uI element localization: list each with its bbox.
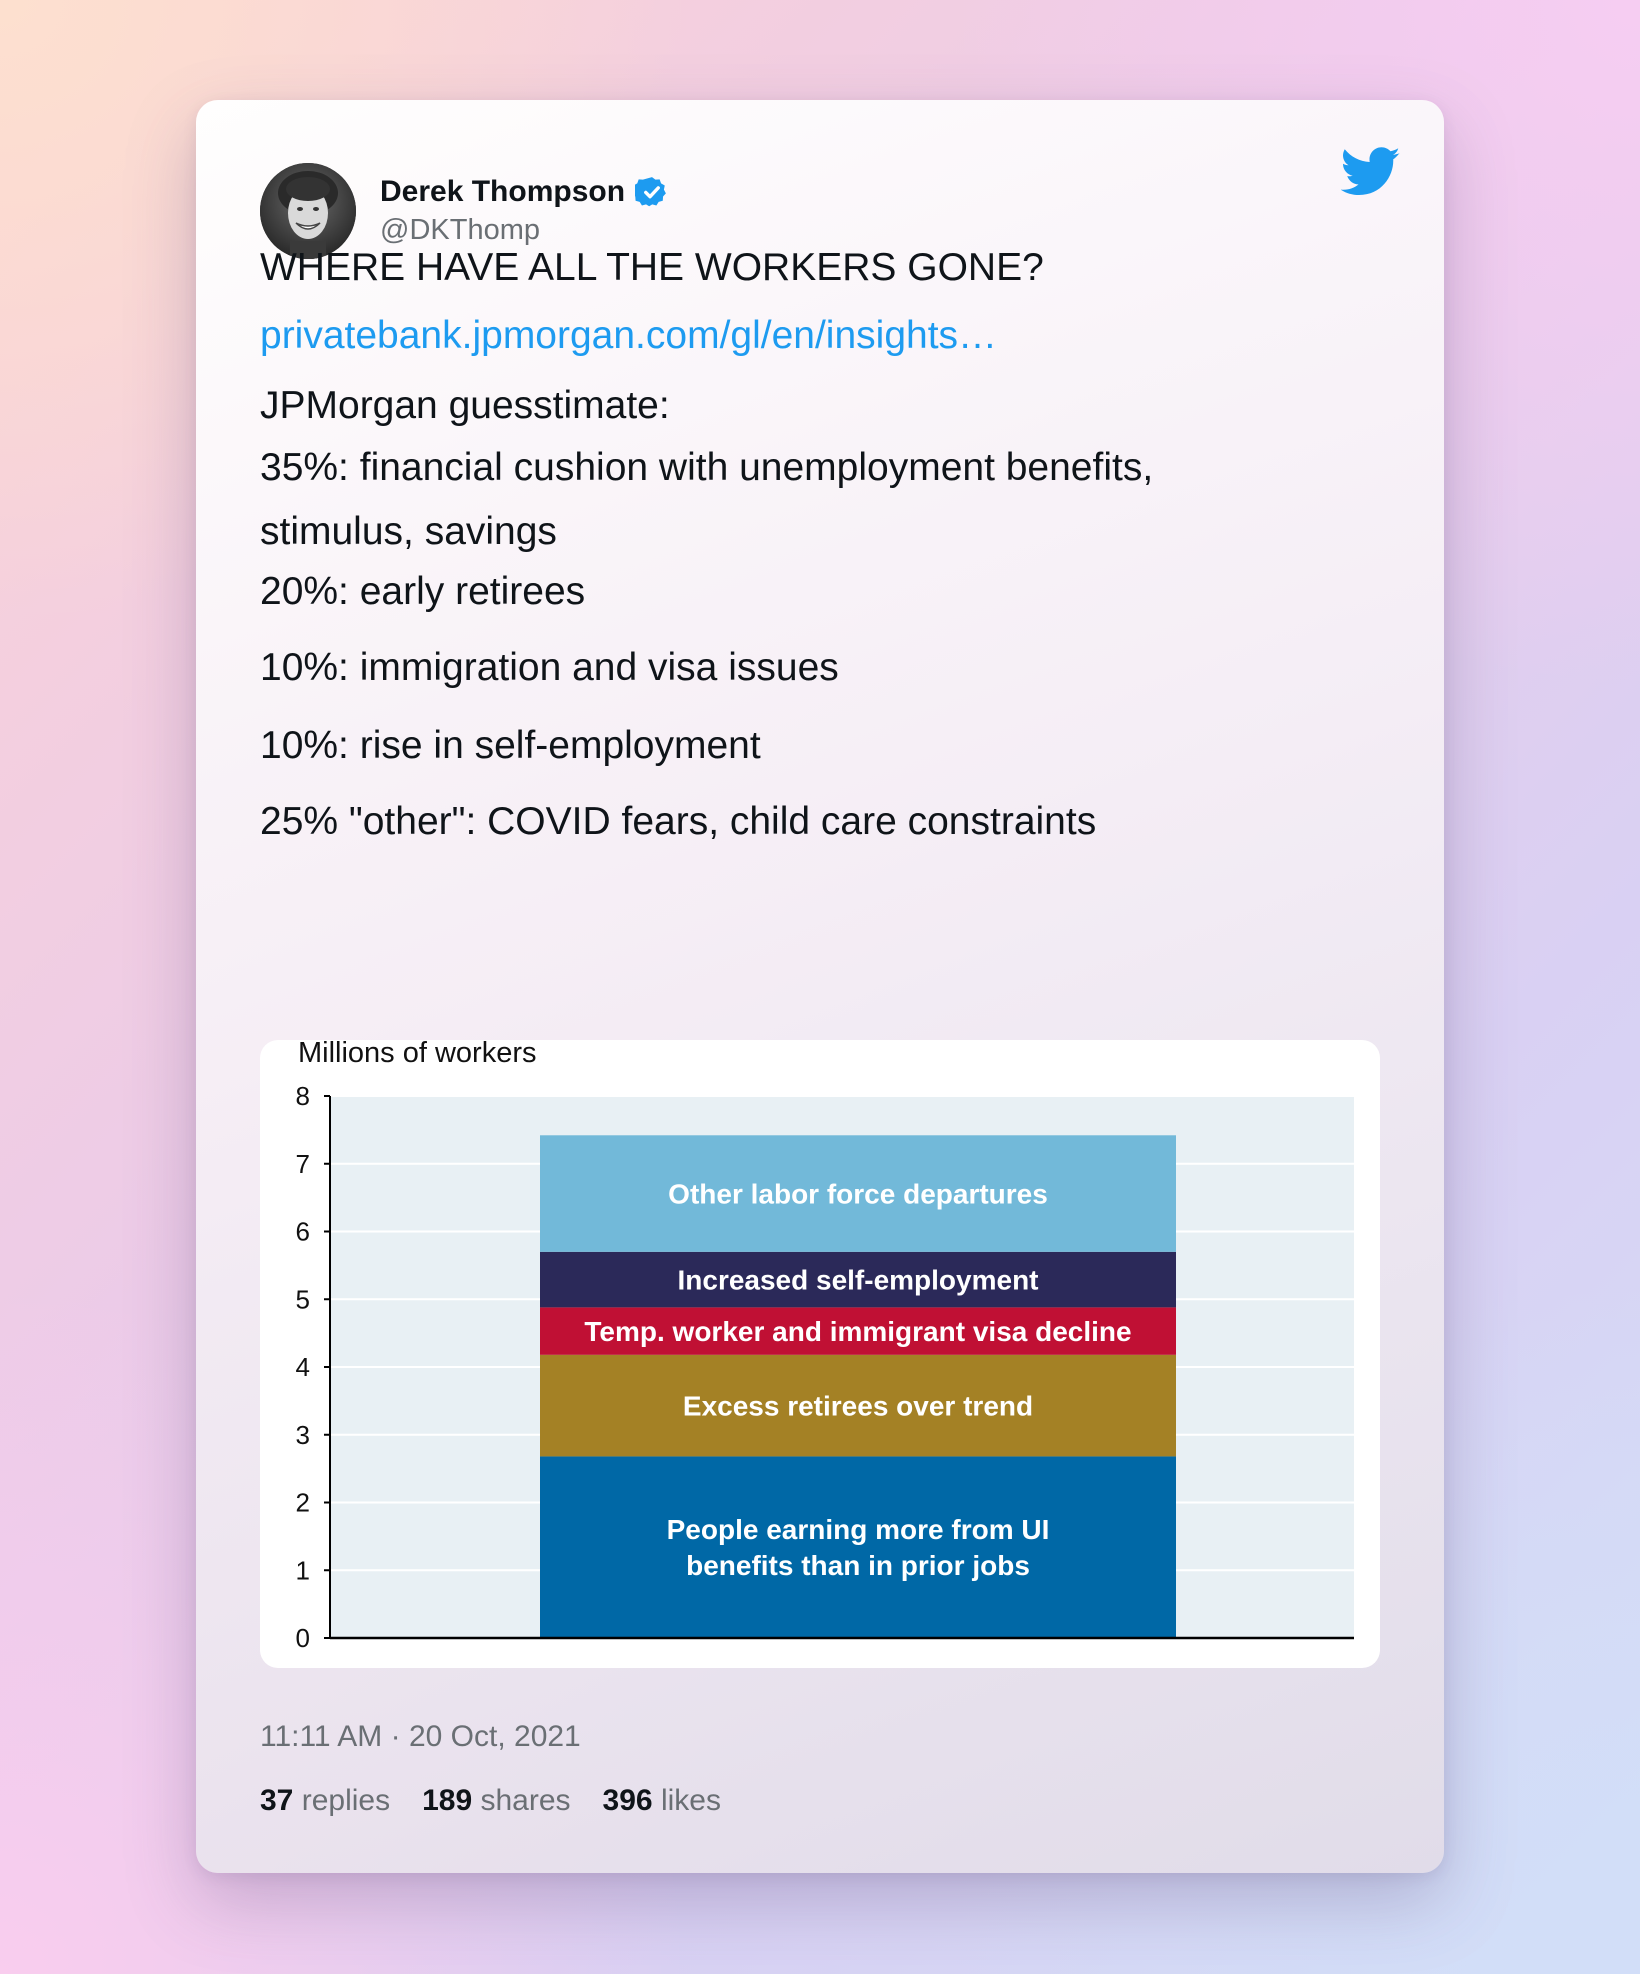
replies-stat[interactable]: [260, 1784, 390, 1818]
twitter-bird-icon[interactable]: [1341, 146, 1401, 198]
replies-label: replies: [301, 1784, 391, 1817]
tweet-line-immigration: 10%: immigration and visa issues: [260, 646, 839, 689]
replies-count: 37: [260, 1784, 294, 1817]
y-tick-label: 4: [295, 1352, 310, 1382]
shares-count: 189: [422, 1784, 473, 1817]
tweet-stats: [260, 1784, 721, 1818]
tweet-line-other: 25% "other": COVID fears, child care constraints: [260, 800, 1097, 843]
tweet-line-headline: WHERE HAVE ALL THE WORKERS GONE?: [260, 246, 1044, 289]
author-display-name[interactable]: Derek Thompson: [380, 175, 626, 208]
y-tick-label: 0: [295, 1623, 310, 1653]
y-tick-label: 2: [295, 1487, 310, 1518]
avatar-photo: [260, 163, 356, 259]
likes-label: likes: [660, 1784, 721, 1817]
avatar[interactable]: [260, 163, 356, 259]
y-tick-label: 5: [295, 1284, 310, 1315]
shares-stat[interactable]: [422, 1784, 570, 1818]
y-tick-label: 6: [295, 1216, 310, 1247]
stacked-bar-chart: [260, 1040, 1380, 1668]
bar-segment-label: benefits than in prior jobs: [686, 1550, 1030, 1582]
tweet-line-early-retirees: 20%: early retirees: [260, 570, 586, 613]
tweet-line-financial-cushion-cont: stimulus, savings: [260, 510, 557, 553]
tweet-link[interactable]: privatebank.jpmorgan.com/gl/en/insights…: [260, 314, 998, 357]
bar-segment-label: People earning more from UI: [666, 1514, 1050, 1546]
bar-segment-label: Other labor force departures: [668, 1178, 1048, 1210]
bar-segment: [540, 1456, 1176, 1638]
y-tick-label: 7: [295, 1148, 310, 1179]
verified-badge-icon: [635, 175, 669, 209]
y-tick-label: 1: [295, 1555, 310, 1586]
bar-segment-label: Temp. worker and immigrant visa decline: [584, 1316, 1132, 1348]
tweet-line-intro: JPMorgan guesstimate:: [260, 384, 670, 427]
chart-image[interactable]: [260, 1040, 1380, 1668]
author-handle[interactable]: @DKThomp: [380, 214, 540, 246]
y-axis-title: Millions of workers: [298, 1040, 537, 1069]
y-tick-label: 3: [295, 1419, 310, 1450]
tweet-card: [196, 100, 1444, 1873]
likes-count: 396: [602, 1784, 653, 1817]
shares-label: shares: [480, 1784, 571, 1817]
tweet-line-financial-cushion: 35%: financial cushion with unemployment benefits,: [260, 446, 1154, 489]
likes-stat[interactable]: [603, 1784, 721, 1818]
bar-segment-label: Excess retirees over trend: [682, 1390, 1034, 1422]
author-name-row[interactable]: [380, 172, 669, 212]
tweet-timestamp[interactable]: 11:11 AM · 20 Oct, 2021: [260, 1720, 581, 1753]
bar-segment-label: Increased self-employment: [677, 1264, 1039, 1296]
tweet-line-self-employment: 10%: rise in self-employment: [260, 724, 761, 767]
y-tick-label: 8: [295, 1081, 310, 1111]
